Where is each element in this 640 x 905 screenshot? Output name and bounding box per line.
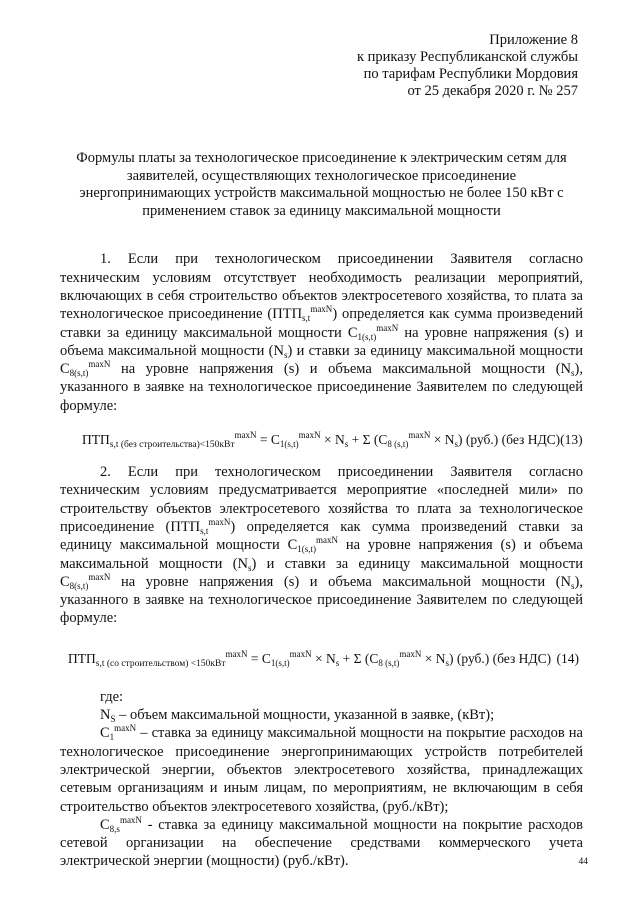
superscript: maxN: [114, 723, 137, 734]
subscript: 8 (s,t): [378, 657, 400, 668]
text: ) и ставки за единицу максимальной мощности С: [60, 555, 583, 590]
text: 2. Если при технологическом присоединении Заявителя согласно техническим условиям предусматривается мероприятие «последней мили» по строительству объектов электросетевого хозяйства то плата за технологическое присоединение (ПТП: [60, 464, 583, 535]
text: - ставка за единицу максимальной мощности на покрытие расходов сетевой организации на обеспечение средствами коммерческого учета электрической энергии (мощности) (руб./кВт).: [60, 816, 583, 870]
formula-text: ПТП: [82, 432, 110, 448]
subscript: 8 (s,t): [387, 439, 409, 450]
appendix-line: по тарифам Республики Мордовия: [363, 66, 578, 82]
formula-text: ) (руб.) (без НДС): [449, 650, 552, 666]
subscript: S: [110, 714, 116, 725]
formula-text: + Σ (С: [339, 650, 379, 666]
text: С: [100, 816, 110, 833]
where-label: где:: [100, 688, 124, 705]
appendix-line: от 25 декабря 2020 г. № 257: [407, 83, 578, 99]
superscript: maxN: [225, 648, 248, 659]
text: 1. Если при технологическом присоединении Заявителя согласно техническим условиям отсутствует необходимость реализации мероприятий, включающих в себя строительство объектов электросетевого хозяйства, то плата за технологическое присоединение (ПТП: [60, 251, 583, 323]
superscript: maxN: [316, 535, 339, 546]
appendix-line: Приложение 8: [489, 32, 578, 48]
formula-body: [68, 650, 551, 668]
text: ) определяется как сумма произведений ставки за единицу максимальной мощности С: [60, 306, 583, 341]
subscript: s: [571, 580, 575, 591]
definitions: [60, 688, 583, 871]
subscript: s: [571, 368, 575, 379]
text: – объем максимальной мощности, указанной в заявке, (кВт);: [115, 707, 495, 724]
formula-number: (13): [560, 432, 583, 448]
superscript: maxN: [399, 648, 422, 659]
text: ) и ставки за единицу максимальной мощности С: [60, 342, 583, 378]
formula-body: [82, 431, 560, 449]
subscript: s: [344, 439, 349, 450]
formula-number: (14): [556, 650, 579, 666]
page-number: 44: [578, 857, 588, 867]
formula-text: = С: [256, 432, 280, 448]
paragraph-1: [60, 250, 583, 415]
document-title: Формулы платы за технологическое присоединение к электрическим сетям для заявителей, осуществляющих технологическое присоединение энергопринимающих устройств максимальной мощностью не более 150 кВт с применением ставок за единицу максимальной мощности: [76, 150, 567, 219]
text: на уровне напряжения (s) и объема максимальной мощности (N: [60, 537, 583, 572]
text: ), указанного в заявке на технологическое присоединение Заявителем по следующей формуле:: [60, 361, 583, 414]
superscript: maxN: [208, 516, 231, 527]
superscript: maxN: [376, 322, 399, 333]
subscript: 1(s,t): [279, 439, 299, 450]
definition-ns: [60, 706, 583, 724]
subscript: 1(s,t): [270, 657, 290, 668]
appendix-line: к приказу Республиканской службы: [356, 49, 578, 65]
subscript: s,t (без строительства)<150кВт: [109, 440, 235, 451]
subscript: s: [445, 657, 449, 668]
subscript: 8(s,t): [69, 580, 89, 591]
superscript: maxN: [289, 648, 312, 659]
superscript: maxN: [408, 430, 431, 441]
formula-text: × N: [320, 432, 345, 448]
paragraph-2: [60, 463, 583, 628]
subscript: s,t (со строительством) <150кВт: [95, 658, 226, 669]
subscript: 8,s: [109, 823, 120, 834]
subscript: 1: [109, 732, 115, 743]
definition-c1: [60, 724, 583, 815]
definition-c8: [60, 816, 583, 871]
superscript: maxN: [234, 430, 257, 441]
subscript: s: [283, 349, 288, 360]
text: на уровне напряжения (s) и объема максимальной мощности (N: [60, 324, 583, 359]
text: ) определяется как сумма произведений ставки за единицу максимальной мощности С: [60, 518, 584, 554]
subscript: s: [248, 562, 252, 573]
subscript: s,t: [302, 313, 311, 324]
formula-13: [60, 431, 583, 449]
text: на уровне напряжения (s) и объема максимальной мощности (N: [110, 573, 572, 590]
subscript: s: [454, 439, 459, 450]
formula-14: [60, 650, 583, 668]
formula-text: × N: [311, 650, 336, 666]
superscript: maxN: [88, 359, 111, 370]
appendix-header: [60, 32, 578, 100]
superscript: maxN: [298, 430, 321, 441]
superscript: maxN: [88, 571, 111, 582]
subscript: 1(s,t): [297, 544, 317, 555]
subscript: s: [335, 657, 340, 668]
formula-text: ) (руб.) (без НДС): [458, 432, 561, 448]
text: ), указанного в заявке на технологическое присоединение Заявителем по следующей формуле:: [60, 573, 583, 627]
text: N: [100, 707, 111, 724]
superscript: maxN: [119, 814, 142, 825]
formula-text: + Σ (С: [348, 432, 388, 448]
formula-text: = С: [247, 650, 271, 666]
superscript: maxN: [310, 304, 333, 315]
formula-text: × N: [430, 432, 455, 448]
formula-text: ПТП: [68, 650, 96, 666]
text: С: [100, 725, 110, 742]
subscript: 1(s,t): [357, 331, 377, 342]
text: на уровне напряжения (s) и объема максимальной мощности (N: [110, 361, 572, 378]
subscript: 8(s,t): [69, 368, 89, 379]
subscript: s,t: [200, 525, 209, 536]
formula-text: × N: [421, 650, 446, 666]
text: – ставка за единицу максимальной мощности на покрытие расходов на технологическое присоединение энергопринимающих устройств потребителей электрической энергии, объектов электросетевого хозяйства, принадлежащих сетевым организациям и иным лицам, по мероприятиям, не включающим в себя строительство объектов электросетевого хозяйства, (руб./кВт);: [60, 725, 583, 815]
